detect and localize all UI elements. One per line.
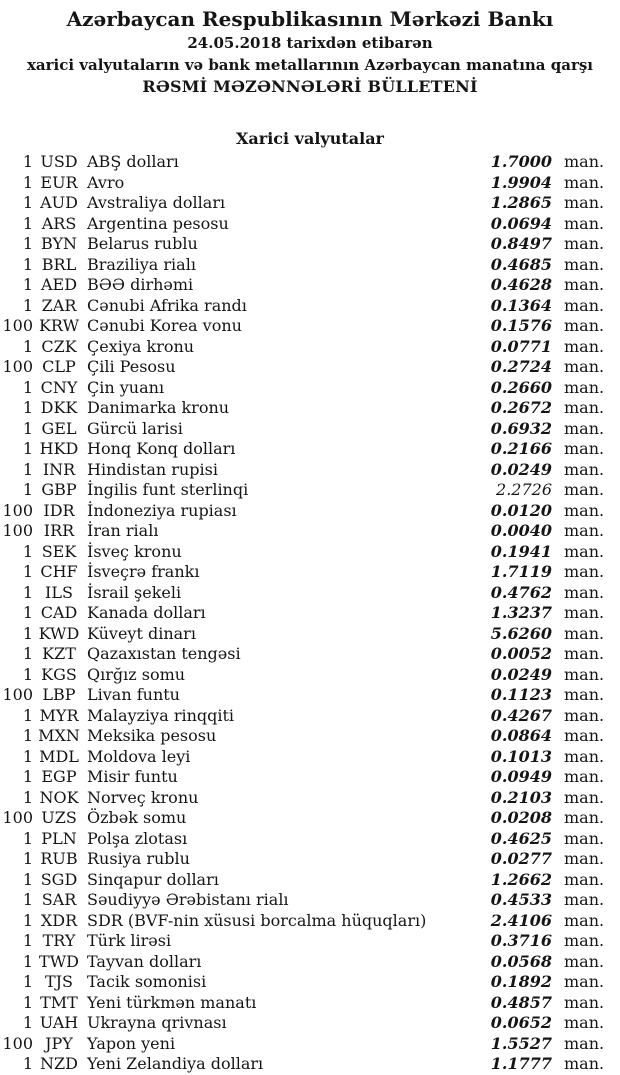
- currency-name: Polşa zlotası: [87, 828, 188, 848]
- currency-quantity: 1: [22, 623, 33, 643]
- currency-quantity: 1: [22, 295, 33, 315]
- currency-quantity: 100: [2, 357, 33, 376]
- unit-label: man.: [564, 418, 605, 438]
- unit-label: man.: [564, 541, 605, 561]
- currency-code: INR: [42, 459, 76, 479]
- unit-label: man.: [564, 295, 605, 315]
- currency-row: [0, 706, 620, 727]
- currency-row: [0, 624, 620, 645]
- currency-row: [0, 1034, 620, 1055]
- currency-quantity: 1: [22, 152, 33, 171]
- currency-row: [0, 767, 620, 788]
- currency-row: [0, 849, 620, 870]
- currency-rate: 0.0277: [490, 849, 552, 868]
- unit-label: man.: [564, 213, 605, 233]
- currency-code: HKD: [39, 439, 79, 458]
- currency-row: [0, 316, 620, 337]
- currency-rate: 0.6932: [490, 418, 552, 438]
- currency-name: Norveç kronu: [87, 787, 199, 807]
- currency-code: NOK: [39, 787, 79, 807]
- unit-label: man.: [564, 644, 605, 663]
- currency-code: MYR: [39, 705, 79, 725]
- currency-row: [0, 911, 620, 932]
- unit-label: man.: [564, 316, 605, 335]
- currency-quantity: 1: [22, 275, 33, 294]
- currency-rate: 0.4628: [490, 275, 552, 294]
- currency-rate: 0.4762: [490, 582, 552, 602]
- unit-label: man.: [564, 1054, 605, 1073]
- currency-code: CZK: [41, 336, 77, 356]
- currency-code: JPY: [45, 1033, 73, 1053]
- currency-quantity: 1: [22, 459, 33, 479]
- currency-quantity: 1: [22, 992, 33, 1012]
- currency-rate: 0.0949: [490, 767, 552, 786]
- currency-quantity: 1: [22, 972, 33, 991]
- currency-rate: 0.0568: [490, 951, 552, 971]
- currency-row: [0, 234, 620, 255]
- unit-label: man.: [564, 254, 605, 274]
- currency-row: [0, 952, 620, 973]
- unit-label: man.: [564, 234, 605, 253]
- currency-name: Meksika pesosu: [87, 726, 217, 745]
- unit-label: man.: [564, 275, 605, 294]
- currency-quantity: 1: [22, 869, 33, 889]
- currency-rate: 1.7119: [490, 562, 552, 581]
- section-title-foreign-currencies: Xarici valyutalar: [236, 129, 384, 148]
- currency-row: [0, 419, 620, 440]
- currency-name: Cənubi Korea vonu: [87, 316, 242, 335]
- currency-code: KWD: [38, 623, 80, 643]
- unit-label: man.: [564, 746, 605, 766]
- currency-row: [0, 562, 620, 583]
- currency-name: Küveyt dinarı: [87, 623, 196, 643]
- currency-rate: 0.0652: [490, 1013, 552, 1032]
- currency-name: Çin yuanı: [87, 377, 165, 397]
- currency-rate: 1.9904: [490, 172, 552, 192]
- currency-rate: 0.1123: [490, 685, 552, 704]
- currency-rate: 1.3237: [490, 603, 552, 622]
- currency-name: Belarus rublu: [87, 234, 198, 253]
- unit-label: man.: [564, 849, 605, 868]
- currency-quantity: 1: [22, 787, 33, 807]
- currency-rate: 0.1364: [490, 295, 552, 315]
- currency-row: [0, 439, 620, 460]
- currency-name: Yeni Zelandiya dolları: [87, 1054, 264, 1073]
- currency-quantity: 1: [22, 951, 33, 971]
- currency-code: MDL: [39, 746, 79, 766]
- currency-rate: 0.0864: [490, 726, 552, 745]
- currency-name: Qazaxıstan tengəsi: [87, 644, 241, 663]
- currency-rate: 1.5527: [490, 1033, 552, 1053]
- currency-rate: 0.2724: [490, 357, 552, 376]
- currency-quantity: 1: [22, 254, 33, 274]
- currency-code: AED: [40, 275, 78, 294]
- currency-name: ABŞ dolları: [87, 152, 179, 171]
- currency-row: [0, 972, 620, 993]
- currency-rate: 0.0249: [490, 664, 552, 684]
- currency-row: [0, 665, 620, 686]
- currency-name: Yapon yeni: [87, 1033, 176, 1053]
- currency-rate: 0.2166: [490, 439, 552, 458]
- currency-row: [0, 296, 620, 317]
- unit-label: man.: [564, 1013, 605, 1032]
- currency-quantity: 100: [2, 521, 33, 540]
- currency-name: Gürcü larisi: [87, 418, 183, 438]
- currency-code: IRR: [43, 521, 75, 540]
- currency-name: Tacik somonisi: [87, 972, 207, 991]
- currency-code: CNY: [40, 377, 78, 397]
- currency-row: [0, 275, 620, 296]
- currency-code: BYN: [40, 234, 78, 253]
- currency-name: Qırğız somu: [87, 664, 186, 684]
- currency-name: Türk lirəsi: [87, 931, 172, 950]
- unit-label: man.: [564, 521, 605, 540]
- currency-rate: 5.6260: [490, 623, 552, 643]
- currency-row: [0, 1013, 620, 1034]
- currency-row: [0, 460, 620, 481]
- unit-label: man.: [564, 705, 605, 725]
- unit-label: man.: [564, 480, 605, 499]
- unit-label: man.: [564, 931, 605, 950]
- currency-rate: 0.0040: [490, 521, 552, 540]
- currency-rate: 0.4625: [490, 828, 552, 848]
- currency-row: [0, 255, 620, 276]
- currency-row: [0, 931, 620, 952]
- currency-name: Səudiyyə Ərəbistanı rialı: [87, 890, 289, 909]
- currency-row: [0, 378, 620, 399]
- currency-rate: 0.0052: [490, 644, 552, 663]
- currency-row: [0, 152, 620, 173]
- currency-rate: 0.4533: [490, 890, 552, 909]
- currency-name: Kanada dolları: [87, 603, 206, 622]
- currency-name: Özbək somu: [87, 808, 187, 827]
- currency-quantity: 100: [2, 808, 33, 827]
- currency-code: KZT: [42, 644, 76, 663]
- currency-rate: 1.2865: [490, 193, 552, 212]
- currency-row: [0, 788, 620, 809]
- currency-rates-table: [0, 152, 620, 1075]
- currency-code: AUD: [40, 193, 78, 212]
- currency-row: [0, 501, 620, 522]
- currency-quantity: 1: [22, 890, 33, 909]
- unit-label: man.: [564, 377, 605, 397]
- currency-code: TMT: [40, 992, 78, 1012]
- unit-label: man.: [564, 357, 605, 376]
- currency-row: [0, 603, 620, 624]
- currency-quantity: 1: [22, 562, 33, 581]
- currency-row: [0, 214, 620, 235]
- currency-name: Çexiya kronu: [87, 336, 195, 356]
- currency-quantity: 1: [22, 849, 33, 868]
- currency-name: Çili Pesosu: [87, 357, 176, 376]
- currency-quantity: 1: [22, 746, 33, 766]
- currency-quantity: 1: [22, 931, 33, 950]
- currency-quantity: 1: [22, 336, 33, 356]
- currency-row: [0, 1054, 620, 1075]
- currency-code: KRW: [38, 316, 80, 335]
- currency-row: [0, 521, 620, 542]
- unit-label: man.: [564, 685, 605, 704]
- currency-row: [0, 173, 620, 194]
- unit-label: man.: [564, 172, 605, 192]
- document-header: [0, 0, 620, 98]
- currency-rate: 0.0249: [490, 459, 552, 479]
- currency-code: TJS: [44, 972, 74, 991]
- currency-code: USD: [40, 152, 78, 171]
- currency-name: İsveçrə frankı: [87, 562, 200, 581]
- currency-row: [0, 829, 620, 850]
- currency-row: [0, 583, 620, 604]
- currency-quantity: 1: [22, 377, 33, 397]
- currency-code: SEK: [41, 541, 77, 561]
- currency-code: SGD: [40, 869, 78, 889]
- currency-code: UZS: [41, 808, 77, 827]
- unit-label: man.: [564, 972, 605, 991]
- currency-name: Misir funtu: [87, 767, 178, 786]
- unit-label: man.: [564, 336, 605, 356]
- currency-rate: 0.0208: [490, 808, 552, 827]
- currency-rate: 0.4857: [490, 992, 552, 1012]
- currency-rate: 0.2660: [490, 377, 552, 397]
- unit-label: man.: [564, 459, 605, 479]
- currency-name: Avstraliya dolları: [87, 193, 226, 212]
- currency-quantity: 100: [2, 500, 33, 520]
- currency-code: IDR: [43, 500, 75, 520]
- currency-rate: 1.2662: [490, 869, 552, 889]
- unit-label: man.: [564, 1033, 605, 1053]
- currency-quantity: 1: [22, 234, 33, 253]
- currency-code: ARS: [41, 213, 77, 233]
- currency-code: PLN: [41, 828, 77, 848]
- currency-quantity: 1: [22, 582, 33, 602]
- currency-rate: 1.1777: [490, 1054, 552, 1073]
- currency-code: RUB: [40, 849, 78, 868]
- unit-label: man.: [564, 767, 605, 786]
- unit-label: man.: [564, 664, 605, 684]
- currency-row: [0, 644, 620, 665]
- currency-row: [0, 480, 620, 501]
- currency-code: LBP: [42, 685, 76, 704]
- currency-code: KGS: [41, 664, 77, 684]
- currency-quantity: 1: [22, 398, 33, 417]
- currency-row: [0, 726, 620, 747]
- unit-label: man.: [564, 623, 605, 643]
- currency-rate: 0.1941: [490, 541, 552, 561]
- currency-name: Danimarka kronu: [87, 398, 230, 417]
- currency-rate: 0.4267: [490, 705, 552, 725]
- currency-quantity: 1: [22, 1013, 33, 1032]
- currency-rate: 0.1013: [490, 746, 552, 766]
- currency-row: [0, 685, 620, 706]
- currency-code: EGP: [41, 767, 77, 786]
- unit-label: man.: [564, 951, 605, 971]
- currency-row: [0, 193, 620, 214]
- currency-code: GEL: [41, 418, 77, 438]
- currency-name: Braziliya rialı: [87, 254, 196, 274]
- currency-name: İsrail şekeli: [87, 582, 182, 602]
- currency-quantity: 1: [22, 705, 33, 725]
- subject-line: xarici valyutaların və bank metallarının Azərbaycan manatına qarşı: [26, 56, 594, 74]
- currency-code: CAD: [40, 603, 78, 622]
- currency-code: ILS: [45, 582, 73, 602]
- currency-code: EUR: [40, 172, 78, 192]
- currency-row: [0, 890, 620, 911]
- currency-name: Honq Konq dolları: [87, 439, 236, 458]
- currency-quantity: 1: [22, 664, 33, 684]
- currency-quantity: 100: [2, 1033, 33, 1053]
- unit-label: man.: [564, 603, 605, 622]
- currency-code: ZAR: [41, 295, 77, 315]
- currency-quantity: 1: [22, 910, 33, 930]
- currency-name: Rusiya rublu: [87, 849, 190, 868]
- currency-rate: 0.1892: [490, 972, 552, 991]
- currency-rate: 1.7000: [490, 152, 552, 171]
- currency-code: XDR: [40, 910, 78, 930]
- currency-row: [0, 808, 620, 829]
- currency-name: Cənubi Afrika randı: [87, 295, 247, 315]
- currency-name: Sinqapur dolları: [87, 869, 219, 889]
- currency-rate: 0.0694: [490, 213, 552, 233]
- currency-name: BƏƏ dirhəmi: [87, 275, 194, 294]
- currency-quantity: 1: [22, 193, 33, 212]
- currency-quantity: 1: [22, 541, 33, 561]
- currency-name: Livan funtu: [87, 685, 180, 704]
- currency-row: [0, 747, 620, 768]
- unit-label: man.: [564, 500, 605, 520]
- currency-quantity: 1: [22, 480, 33, 499]
- currency-quantity: 1: [22, 726, 33, 745]
- currency-name: İsveç kronu: [87, 541, 182, 561]
- currency-name: SDR (BVF-nin xüsusi borcalma hüquqları): [87, 910, 427, 930]
- currency-code: TRY: [42, 931, 76, 950]
- currency-name: Malayziya rinqqiti: [87, 705, 235, 725]
- currency-code: CHF: [40, 562, 78, 581]
- currency-code: MXN: [38, 726, 80, 745]
- unit-label: man.: [564, 828, 605, 848]
- currency-code: SAR: [41, 890, 77, 909]
- unit-label: man.: [564, 992, 605, 1012]
- currency-name: Argentina pesosu: [87, 213, 229, 233]
- currency-quantity: 1: [22, 439, 33, 458]
- currency-code: DKK: [40, 398, 78, 417]
- currency-name: Moldova leyi: [87, 746, 191, 766]
- currency-row: [0, 993, 620, 1014]
- currency-quantity: 1: [22, 603, 33, 622]
- currency-name: Avro: [87, 172, 125, 192]
- currency-rate: 0.2672: [490, 398, 552, 417]
- currency-row: [0, 357, 620, 378]
- bank-name-title: Azərbaycan Respublikasının Mərkəzi Bankı: [66, 7, 554, 31]
- unit-label: man.: [564, 193, 605, 212]
- unit-label: man.: [564, 152, 605, 171]
- unit-label: man.: [564, 726, 605, 745]
- currency-quantity: 1: [22, 828, 33, 848]
- unit-label: man.: [564, 808, 605, 827]
- unit-label: man.: [564, 398, 605, 417]
- currency-quantity: 1: [22, 1054, 33, 1073]
- currency-quantity: 1: [22, 172, 33, 192]
- unit-label: man.: [564, 910, 605, 930]
- currency-name: İran rialı: [87, 521, 159, 540]
- currency-row: [0, 870, 620, 891]
- currency-name: İngilis funt sterlinqi: [87, 480, 249, 499]
- currency-code: TWD: [39, 951, 79, 971]
- currency-quantity: 100: [2, 316, 33, 335]
- unit-label: man.: [564, 562, 605, 581]
- unit-label: man.: [564, 582, 605, 602]
- currency-code: GBP: [41, 480, 77, 499]
- unit-label: man.: [564, 869, 605, 889]
- currency-rate: 0.0771: [490, 336, 552, 356]
- currency-rate: 0.4685: [490, 254, 552, 274]
- currency-code: NZD: [40, 1054, 78, 1073]
- currency-rate: 2.4106: [490, 910, 552, 930]
- currency-name: Tayvan dolları: [87, 951, 202, 971]
- effective-date-line: 24.05.2018 tarixdən etibarən: [187, 34, 433, 52]
- currency-name: Hindistan rupisi: [87, 459, 218, 479]
- bulletin-title: RƏSMİ MƏZƏNNƏLƏRİ BÜLLETENİ: [142, 77, 478, 96]
- currency-name: İndoneziya rupiası: [87, 500, 237, 520]
- currency-rate: 0.8497: [490, 234, 552, 253]
- unit-label: man.: [564, 439, 605, 458]
- currency-code: CLP: [42, 357, 76, 376]
- currency-name: Yeni türkmən manatı: [87, 992, 257, 1012]
- currency-code: BRL: [41, 254, 77, 274]
- unit-label: man.: [564, 787, 605, 807]
- currency-code: UAH: [39, 1013, 79, 1032]
- currency-quantity: 100: [2, 685, 33, 704]
- currency-quantity: 1: [22, 767, 33, 786]
- currency-quantity: 1: [22, 418, 33, 438]
- currency-quantity: 1: [22, 644, 33, 663]
- currency-rate: 0.3716: [490, 931, 552, 950]
- currency-rate: 0.1576: [490, 316, 552, 335]
- currency-quantity: 1: [22, 213, 33, 233]
- currency-row: [0, 398, 620, 419]
- currency-rate: 0.2103: [490, 787, 552, 807]
- currency-row: [0, 542, 620, 563]
- currency-rate: 0.0120: [490, 500, 552, 520]
- currency-rate: 2.2726: [496, 480, 552, 499]
- unit-label: man.: [564, 890, 605, 909]
- currency-name: Ukrayna qrivnası: [87, 1013, 227, 1032]
- currency-row: [0, 337, 620, 358]
